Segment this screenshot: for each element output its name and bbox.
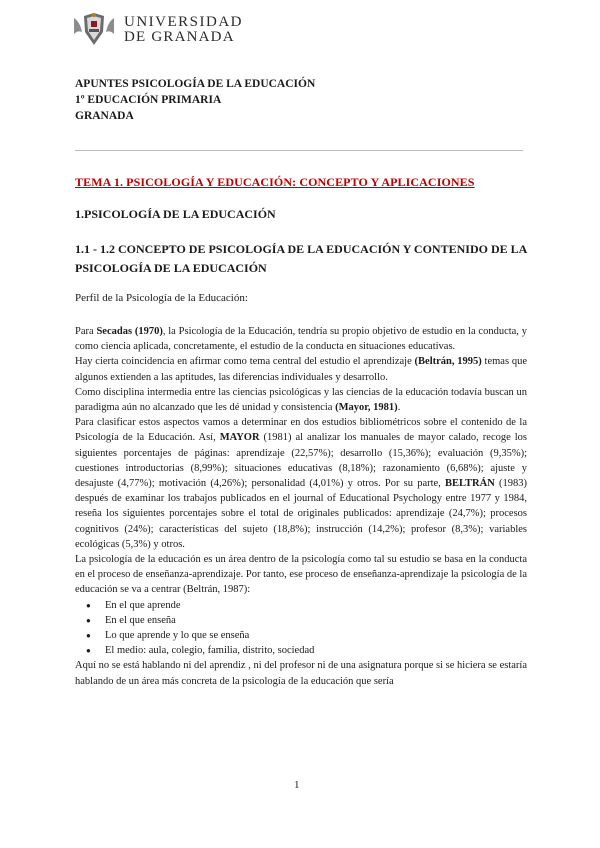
- paragraph-mayor-1981: Como disciplina intermedia entre las ciencias psicológicas y las ciencias de la educación todavía buscan un paradigma aún no alcanzado que les dé unidad y consistencia (Mayor, 1981).: [75, 386, 527, 414]
- section-1-1-heading: 1.1 - 1.2 CONCEPTO DE PSICOLOGÍA DE LA EDUCACIÓN Y CONTENIDO DE LA PSICOLOGÍA DE LA EDUCACIÓN: [75, 242, 527, 275]
- section-1-heading: 1.PSICOLOGÍA DE LA EDUCACIÓN: [75, 207, 276, 221]
- university-name-line1: UNIVERSIDAD: [124, 14, 243, 30]
- perfil-intro: Perfil de la Psicología de la Educación:: [75, 292, 248, 304]
- list-item: ● El medio: aula, colegio, familia, distrito, sociedad: [105, 643, 527, 658]
- tema-title: TEMA 1. PSICOLOGÍA Y EDUCACIÓN: CONCEPTO Y APLICACIONES: [75, 175, 475, 189]
- university-logo: [70, 12, 243, 48]
- list-item: ● En el que aprende: [105, 598, 527, 613]
- header-line-city: GRANADA: [75, 110, 134, 122]
- header-divider: [75, 150, 523, 151]
- focus-list: [75, 598, 527, 659]
- citation-beltran-1995: (Beltrán, 1995): [414, 356, 482, 368]
- paragraph-closing: Aquí no se está hablando ni del aprendiz , ni del profesor ni de una asignatura porque si se hiciera se estaría hablando de un área más concreta de la psicología de la educación que sería: [75, 660, 527, 687]
- citation-mayor: MAYOR: [219, 432, 260, 444]
- list-item: ● En el que enseña: [105, 613, 527, 628]
- citation-secadas: Secadas (1970): [96, 326, 163, 337]
- citation-mayor-1981: (Mayor, 1981): [335, 402, 398, 414]
- header-line-course: APUNTES PSICOLOGÍA DE LA EDUCACIÓN: [75, 78, 316, 90]
- paragraph-bibliometric: Para clasificar estos aspectos vamos a determinar en dos estudios bibliométricos sobre el contenido de la Psicología de la Educación. Así, MAYOR (1981) al analizar los manuales de mayor calado, recoge los siguientes porcentajes de páginas: aprendizaje (22,57%); desarrollo (15,36%); evaluación (9,35%); cuestiones introductorias (8,99%); situaciones educativas (8,18%); razonamiento (6,68%); ajuste y desajuste (4,77%); motivación (4,26%); personalidad (4,01%) y otros. Por su parte, BELTRÁN (1983) después de examinar los trabajos publicados en el journal of Educational Psychology entre 1977 y 1984, reseña los siguientes porcentajes sobre el total de originales publicados: aprendizaje (24,7%); procesos cognitivos (24%); características del sujeto (18,8%); instrucción (14,2%); profesor (8,3%); variables ecológicas (5,3%) y otros.: [75, 417, 527, 550]
- document-header: [75, 76, 315, 124]
- citation-beltran: BELTRÁN: [445, 478, 495, 490]
- paragraph-beltran-1995: Hay cierta coincidencia en afirmar como tema central del estudio el aprendizaje (Beltrán, 1995) temas que algunos extienden a las aptitudes, las diferencias individuales y desarrollo.: [75, 356, 527, 383]
- paragraph-secadas: Para Secadas (1970), la Psicología de la Educación, tendría su propio objetivo de estudio en la conducta, y como ciencia aplicada, concretamente, el estudio de la conducta en situaciones educativas.: [75, 326, 527, 353]
- list-item: ● Lo que aprende y lo que se enseña: [105, 628, 527, 643]
- university-name-line2: DE GRANADA: [124, 29, 235, 45]
- paragraph-area: La psicología de la educación es un área dentro de la psicología como tal su estudio se basa en la conducta en el proceso de enseñanza-aprendizaje. Por tanto, ese proceso de enseñanza-aprendizaje la psicología de la educación se va a centrar (Beltrán, 1987):: [75, 554, 527, 596]
- university-crest-icon: [70, 12, 118, 48]
- page-number: 1: [294, 779, 300, 791]
- header-line-degree: 1º EDUCACIÓN PRIMARIA: [75, 94, 222, 106]
- body-text: [75, 324, 527, 689]
